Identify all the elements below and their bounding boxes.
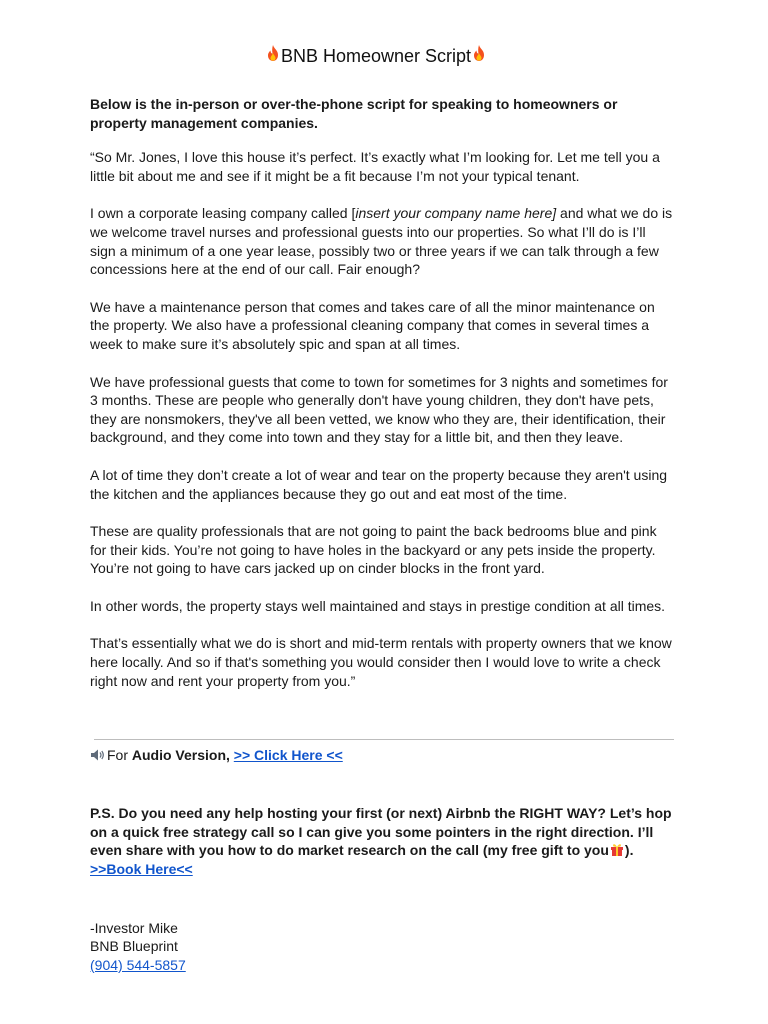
ps-close: ). [624, 842, 634, 859]
signature-name: -Investor Mike [90, 919, 178, 936]
audio-version-line [90, 746, 674, 764]
page-title [84, 44, 668, 70]
book-here-link[interactable]: >>Book Here<< [90, 861, 193, 878]
audio-prefix: For [107, 747, 132, 764]
gift-icon [610, 842, 624, 855]
fire-icon [265, 44, 281, 70]
script-paragraph-7: In other words, the property stays well maintained and stays in prestige condition at all times. [90, 597, 666, 614]
ps-text: P.S. Do you need any help hosting your first (or next) Airbnb the RIGHT WAY? Let’s hop on a quick free strategy call so I can give you some pointers in the right direction. I’ll even share with you how to do market research on the call (my free gift to you [90, 805, 672, 859]
phone-link[interactable]: (904) 544-5857 [90, 956, 186, 973]
script-paragraph-3: We have a maintenance person that comes and takes care of all the minor maintenance on the property. We also have a professional cleaning company that comes in several times a week to make sure it’s absolutely spic and span at all times. [90, 298, 655, 352]
script-paragraph-8: That’s essentially what we do is short and mid-term rentals with property owners that we know here locally. And so if that's something you would consider then I would love to write a check right now and rent your property from you.” [90, 635, 672, 689]
speaker-icon [90, 748, 106, 762]
title-text: BNB Homeowner Script [280, 46, 472, 66]
script-paragraph-4: We have professional guests that come to town for sometimes for 3 nights and sometimes for 3 months. These are people who generally don't have young children, they don't have pets, they are nonsmokers, they've all been vetted, we know who they are, their identification, their background, and they come into town and they stay for a little bit, and then they leave. [90, 373, 668, 446]
script-paragraph-6: These are quality professionals that are not going to paint the back bedrooms blue and pink for their kids. You’re not going to have holes in the backyard or any pets inside the property. You’re not going to have cars jacked up on cinder blocks in the front yard. [90, 523, 657, 577]
signature-company: BNB Blueprint [90, 938, 178, 955]
divider [94, 739, 674, 740]
script-paragraph-2 [90, 204, 674, 278]
script-paragraph-1: “So Mr. Jones, I love this house it’s perfect. It’s exactly what I’m looking for. Let me tell you a little bit about me and see if it might be a fit because I’m not your typical tenant. [90, 149, 660, 184]
signature-block [90, 919, 674, 975]
script-paragraph-5: A lot of time they don’t create a lot of wear and tear on the property because they aren't using the kitchen and the appliances because they go out and eat most of the time. [90, 466, 668, 502]
paragraph-text: and what we do is we welcome travel nurses and professional guests into our properties. So what I’ll do is I’ll sign a minimum of a one year lease, possibly two or three years if we can talk through a few concessions here at the end of our call. Fair enough? [90, 205, 673, 278]
ps-paragraph [90, 804, 674, 878]
document-body [90, 44, 674, 974]
fire-icon [471, 44, 487, 70]
paragraph-text: I own a corporate leasing company called [ [90, 205, 356, 222]
audio-click-here-link[interactable]: >> Click Here << [233, 747, 343, 764]
audio-label: Audio Version, [131, 747, 230, 764]
intro-paragraph: Below is the in-person or over-the-phone script for speaking to homeowners or property management companies. [90, 96, 618, 131]
company-placeholder: insert your company name here] [355, 205, 557, 222]
